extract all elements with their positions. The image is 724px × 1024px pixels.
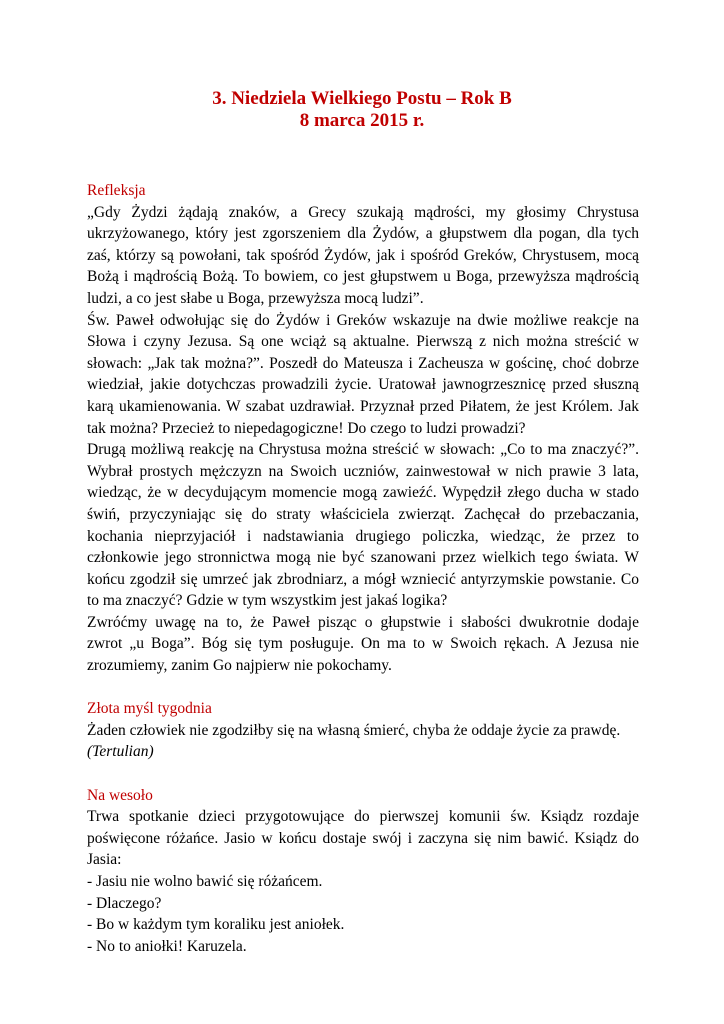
text-line: ukrzyżowanego, który jest zgorszeniem dla Żydów, a głupstwem dla pogan, dla tych bbox=[87, 225, 639, 243]
text-line: „Gdy Żydzi żądają znaków, a Grecy szukają mądrości, my głosimy Chrystusa bbox=[87, 203, 639, 221]
refleksja-paragraph-2 bbox=[87, 310, 639, 440]
title-line-2: 8 marca 2015 r. bbox=[299, 110, 425, 131]
refleksja-paragraph-4 bbox=[87, 612, 639, 677]
na-wesolo-paragraph bbox=[87, 806, 639, 871]
section-heading-zlota-mysl: Złota myśl tygodnia bbox=[87, 700, 212, 718]
section-heading-refleksja: Refleksja bbox=[87, 182, 146, 199]
dialog-line: - Jasiu nie wolno bawić się różańcem. bbox=[87, 873, 323, 890]
zlota-mysl-author: (Tertulian) bbox=[87, 743, 154, 761]
text-line: zaś, którzy są powołani, tak spośród Żydów, jak i spośród Greków, Chrystusem, mocą bbox=[87, 246, 639, 264]
text-line: wiedział, jakie dotychczas prowadzili życie. Uratował jawnogrzesznicę przed słuszną bbox=[87, 376, 639, 394]
text-line: słowach: „Jak tak można?”. Poszedł do Mateusza i Zacheusza w gościnę, choć dobrze bbox=[87, 354, 639, 372]
text-line: Drugą możliwą reakcję na Chrystusa można streścić w słowach: „Co to ma znaczyć?”. bbox=[87, 441, 639, 459]
text-line: końcu zgodził się umrzeć jak zbrodniarz, a mógł wzniecić antyrzymskie powstanie. Co bbox=[87, 570, 639, 588]
text-line: tak można? Przecież to niepedagogiczne! Do czego to ludzi prowadzi? bbox=[87, 419, 526, 437]
text-line: Św. Paweł odwołując się do Żydów i Greków wskazuje na dwie możliwe reakcje na bbox=[87, 311, 639, 329]
text-line: Słowa i czyny Jezusa. Są one wciąż są aktualne. Pierwszą z nich można streścić w bbox=[87, 333, 639, 351]
text-line: świń, przyczyniając się do straty właściciela zwierząt. Zachęcał do przebaczania, bbox=[87, 505, 639, 523]
title-line-1: 3. Niedziela Wielkiego Postu – Rok B bbox=[212, 88, 512, 109]
refleksja-quote-paragraph bbox=[87, 202, 639, 310]
zlota-mysl-text: Żaden człowiek nie zgodziłby się na własną śmierć, chyba że oddaje życie za prawdę. bbox=[87, 721, 621, 739]
text-line: Trwa spotkanie dzieci przygotowujące do pierwszej komunii św. Ksiądz rozdaje bbox=[87, 808, 639, 826]
section-heading-na-wesolo: Na wesoło bbox=[87, 786, 153, 804]
document-body bbox=[87, 180, 639, 957]
text-line: wiedząc, że w decydującym momencie mogą zawieźć. Wypędził złego ducha w stado bbox=[87, 484, 639, 502]
text-line: członkowie jego stronnictwa mogą nie być szanowani przez wielkich tego świata. W bbox=[87, 549, 639, 567]
text-line: Jasia: bbox=[87, 851, 122, 869]
text-line: karą ukamienowania. W szabat uzdrawiał. Przyznał przed Piłatem, że jest Królem. Jak bbox=[87, 397, 639, 415]
dialog-line: - Bo w każdym tym koraliku jest aniołek. bbox=[87, 916, 345, 934]
text-line: Bożą i mądrością Bożą. To bowiem, co jest głupstwem u Boga, przewyższa mądrością bbox=[87, 268, 639, 286]
text-line: Zwróćmy uwagę na to, że Paweł pisząc o głupstwie i słabości dwukrotnie dodaje bbox=[87, 613, 639, 631]
text-line: Wybrał prostych mężczyzn na Swoich uczniów, zainwestował w nich prawie 3 lata, bbox=[87, 462, 639, 480]
text-line: poświęcone różańce. Jasio w końcu dostaje swój i zaczyna się nim bawić. Ksiądz do bbox=[87, 829, 639, 847]
section-spacer bbox=[87, 677, 639, 699]
dialog-line: - No to aniołki! Karuzela. bbox=[87, 937, 247, 955]
section-spacer bbox=[87, 763, 639, 785]
text-line: zwrot „u Boga”. Bóg się tym posługuje. On ma to w Swoich rękach. A Jezusa nie bbox=[87, 635, 639, 653]
refleksja-paragraph-3 bbox=[87, 439, 639, 612]
text-line: zrozumiemy, zanim Go najpierw nie pokochamy. bbox=[87, 657, 392, 675]
text-line: ludzi, a co jest słabe u Boga, przewyższa mocą ludzi”. bbox=[87, 289, 424, 307]
text-line: to ma znaczyć? Gdzie w tym wszystkim jest jakaś logika? bbox=[87, 592, 448, 610]
dialog-line: - Dlaczego? bbox=[87, 894, 162, 912]
text-line: kochania nieprzyjaciół i nadstawiania drugiego policzka, wiedząc, że przez to bbox=[87, 527, 639, 545]
